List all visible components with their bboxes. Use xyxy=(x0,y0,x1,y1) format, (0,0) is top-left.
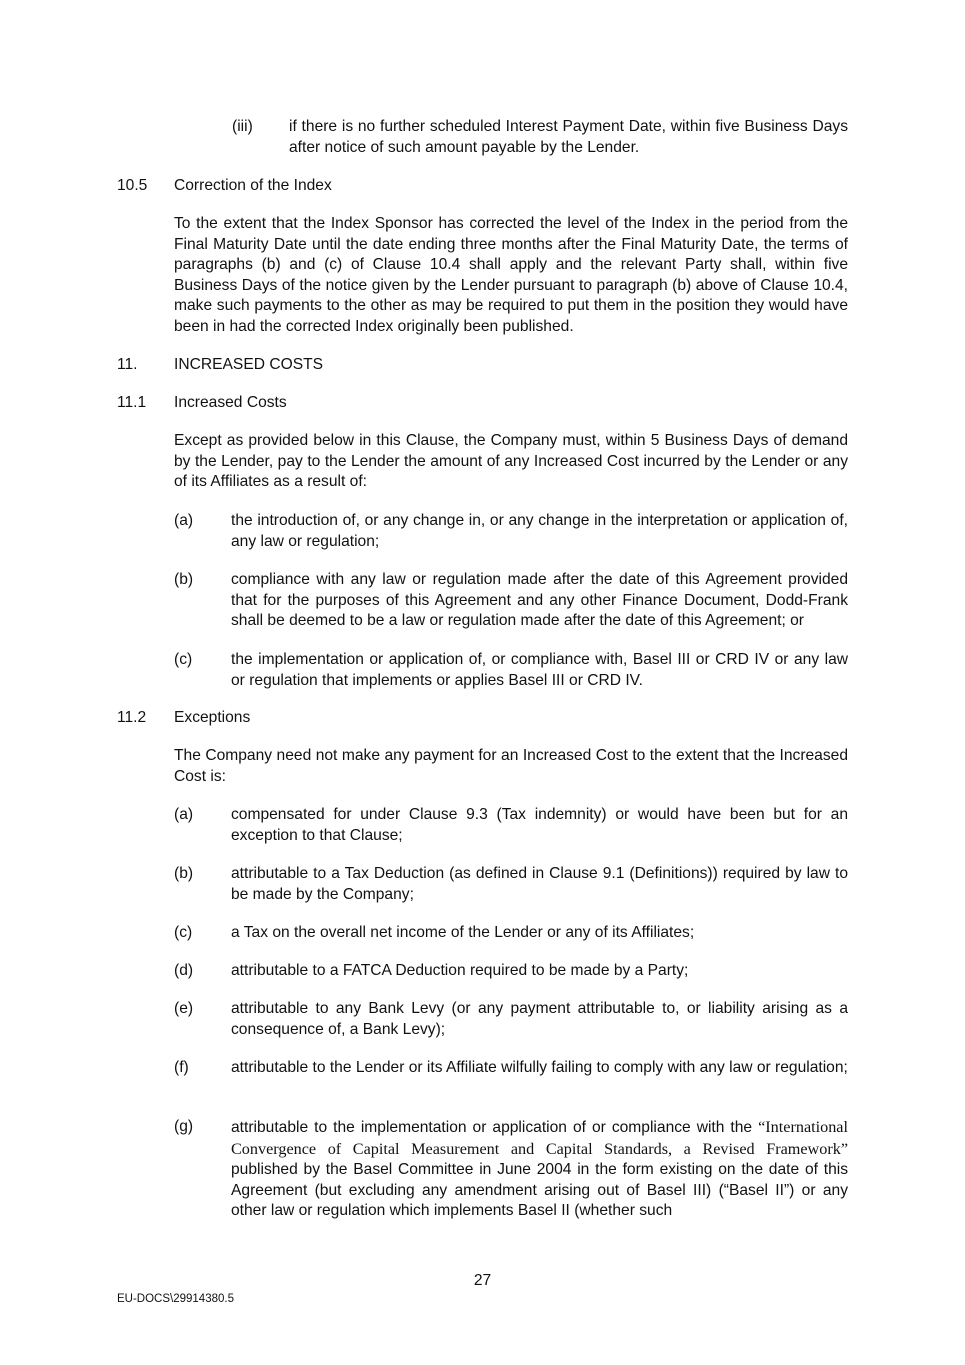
item-iii-text: if there is no further scheduled Interest Payment Date, within five Business Days after notice of such amount payable by the Lender. xyxy=(289,118,848,156)
clause-11-number: 11. xyxy=(117,356,138,373)
clause-11-1-item-text: the introduction of, or any change in, or any change in the interpretation or application of, any law or regulation; xyxy=(231,512,848,550)
clause-11-2-item-label: (f) xyxy=(174,1059,189,1076)
clause-11-2-item-label: (g) xyxy=(174,1118,194,1135)
clause-11-2-item-label: (e) xyxy=(174,1000,194,1017)
clause-11-heading: INCREASED COSTS xyxy=(174,356,324,373)
clause-10-5-paragraph: To the extent that the Index Sponsor has corrected the level of the Index in the period from the Final Maturity Date until the date ending three months after the Final Maturity Date, the terms of paragraphs (b) and (c) of Clause 10.4 shall apply and the relevant Party shall, within five Business Days of the notice given by the Lender pursuant to paragraph (b) above of Clause 10.4, make such payments to the other as may be required to put them in the position they would have been in had the corrected Index originally been published. xyxy=(174,215,848,335)
clause-11-2-number: 11.2 xyxy=(117,709,147,726)
clause-10-5-heading: Correction of the Index xyxy=(174,177,332,194)
clause-11-2-intro: The Company need not make any payment for an Increased Cost to the extent that the Increased Cost is: xyxy=(174,747,848,785)
clause-11-1-heading: Increased Costs xyxy=(174,394,287,411)
clause-11-1-item-text: the implementation or application of, or compliance with, Basel III or CRD IV or any law or regulation that implements or applies Basel III or CRD IV. xyxy=(231,651,848,689)
clause-11-2-item-text: compensated for under Clause 9.3 (Tax indemnity) or would have been but for an exception to that Clause; xyxy=(231,806,848,844)
clause-11-1-number: 11.1 xyxy=(117,394,147,411)
basel-framework-title: “International Convergence of Capital Measurement and Capital Standards, a Revised Framework” xyxy=(231,1118,848,1158)
item-iii-label: (iii) xyxy=(232,118,253,135)
clause-11-1-item-label: (b) xyxy=(174,571,194,588)
clause-11-2-item-text: attributable to the Lender or its Affiliate wilfully failing to comply with any law or regulation; xyxy=(231,1059,848,1076)
item-g-rest: published by the Basel Committee in June 2004 in the form existing on the date of this Agreement (but excluding any amendment arising out of Basel III) (“Basel II”) or any other law or regulation which implements Basel II (whether such xyxy=(231,1161,848,1219)
clause-11-1-intro: Except as provided below in this Clause, the Company must, within 5 Business Days of demand by the Lender, pay to the Lender the amount of any Increased Cost incurred by the Lender or any of its Affiliates as a result of: xyxy=(174,432,848,490)
clause-11-2-item-text: attributable to a FATCA Deduction required to be made by a Party; xyxy=(231,962,689,979)
clause-11-2-item-label: (d) xyxy=(174,962,194,979)
clause-11-1-item-label: (c) xyxy=(174,651,193,668)
clause-11-2-item-label: (b) xyxy=(174,865,194,882)
document-reference: EU-DOCS\29914380.5 xyxy=(117,1293,234,1305)
clause-11-1-item-label: (a) xyxy=(174,512,194,529)
clause-11-2-item-text: attributable to a Tax Deduction (as defined in Clause 9.1 (Definitions)) required by law to be made by the Company; xyxy=(231,865,848,903)
clause-11-1-item-text: compliance with any law or regulation made after the date of this Agreement provided that for the purposes of this Agreement and any other Finance Document, Dodd-Frank shall be deemed to be a law or regulation made after the date of this Agreement; or xyxy=(231,571,848,629)
clause-11-2-item-label: (c) xyxy=(174,924,193,941)
clause-11-2-item-text: attributable to any Bank Levy (or any payment attributable to, or liability arising as a consequence of, a Bank Levy); xyxy=(231,1000,848,1038)
clause-11-2-heading: Exceptions xyxy=(174,709,251,726)
item-g-lead: attributable to the implementation or application of or compliance with the xyxy=(231,1119,759,1136)
clause-10-5-number: 10.5 xyxy=(117,177,148,194)
clause-11-2-item-label: (a) xyxy=(174,806,194,823)
clause-11-2-item-text: a Tax on the overall net income of the Lender or any of its Affiliates; xyxy=(231,924,695,941)
clause-11-2-item-g-text xyxy=(231,1117,848,1222)
page-number: 27 xyxy=(473,1272,492,1289)
